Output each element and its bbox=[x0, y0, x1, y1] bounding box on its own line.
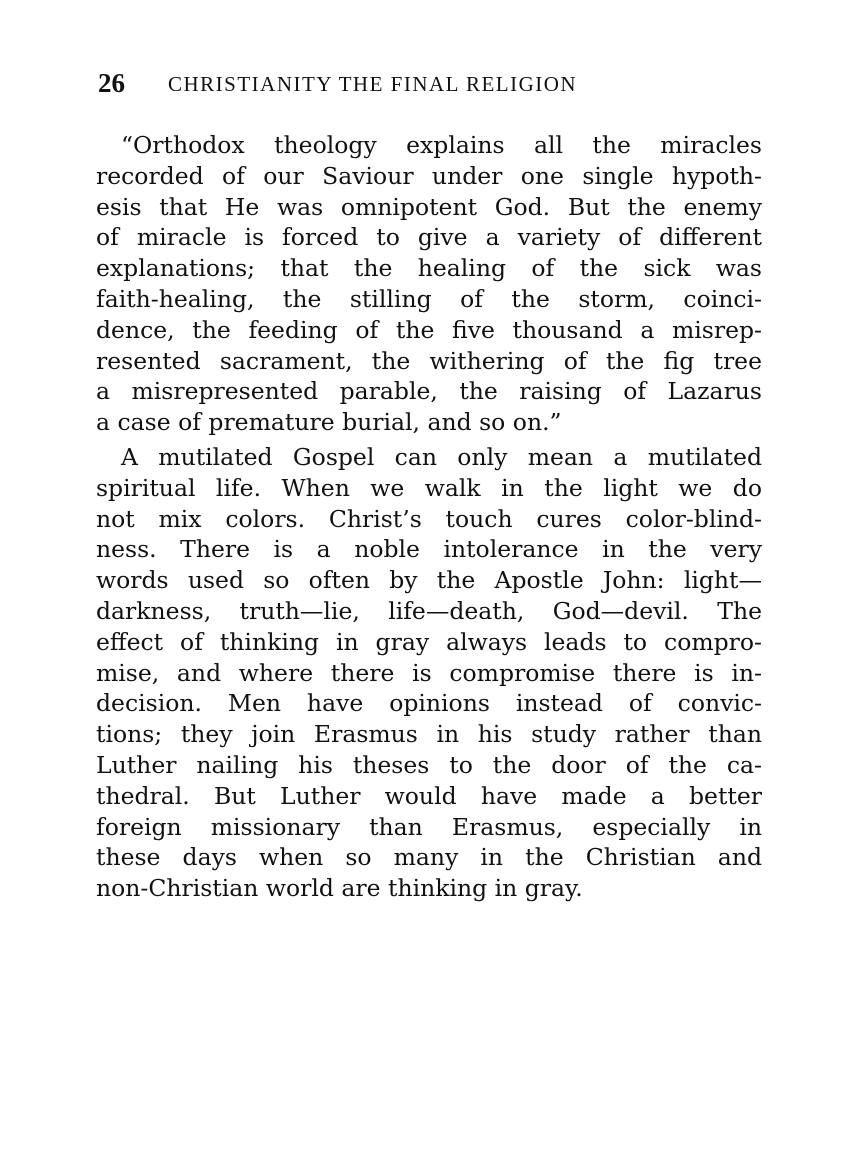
text-line: “Orthodox theology explains all the miracles bbox=[121, 131, 762, 159]
text-line: A mutilated Gospel can only mean a mutilated bbox=[121, 442, 762, 471]
text-line: decision. Men have opinions instead of convic- bbox=[96, 689, 762, 718]
text-line: a case of premature burial, and so on.” bbox=[96, 408, 562, 437]
text-line: these days when so many in the Christian and bbox=[96, 843, 762, 872]
text-line: dence, the feeding of the five thousand a misrep- bbox=[96, 315, 762, 344]
text-line: not mix colors. Christ’s touch cures color-blind- bbox=[96, 504, 762, 533]
text-line: recorded of our Saviour under one single hypoth- bbox=[96, 161, 762, 190]
text-line: esis that He was omnipotent God. But the enemy bbox=[96, 192, 762, 221]
text-line: mise, and where there is compromise there is in- bbox=[96, 658, 762, 687]
running-title: CHRISTIANITY THE FINAL RELIGION bbox=[168, 72, 578, 96]
text-line: ness. There is a noble intolerance in the very bbox=[96, 535, 762, 564]
paragraph-mutilated-gospel bbox=[96, 442, 762, 904]
text-line: words used so often by the Apostle John: light— bbox=[96, 566, 762, 595]
text-line: of miracle is forced to give a variety of different bbox=[96, 223, 762, 252]
body-text bbox=[96, 130, 762, 904]
page-number: 26 bbox=[98, 68, 125, 98]
text-line: non-Christian world are thinking in gray. bbox=[96, 874, 583, 903]
text-line: spiritual life. When we walk in the light we do bbox=[96, 473, 762, 502]
text-line: Luther nailing his theses to the door of the ca- bbox=[96, 750, 762, 779]
text-line: effect of thinking in gray always leads to compro- bbox=[96, 627, 762, 656]
text-line: faith-healing, the stilling of the storm, coinci- bbox=[96, 284, 762, 313]
text-line: a misrepresented parable, the raising of Lazarus bbox=[96, 377, 762, 406]
paragraph-quotation bbox=[96, 130, 762, 438]
text-line: foreign missionary than Erasmus, especially in bbox=[96, 812, 762, 841]
running-head bbox=[98, 68, 758, 102]
text-line: tions; they join Erasmus in his study rather than bbox=[96, 720, 762, 749]
text-line: resented sacrament, the withering of the fig tree bbox=[96, 346, 762, 375]
text-line: darkness, truth—lie, life—death, God—devil. The bbox=[96, 596, 762, 625]
text-line: thedral. But Luther would have made a better bbox=[96, 781, 762, 810]
text-line: explanations; that the healing of the sick was bbox=[96, 254, 762, 283]
